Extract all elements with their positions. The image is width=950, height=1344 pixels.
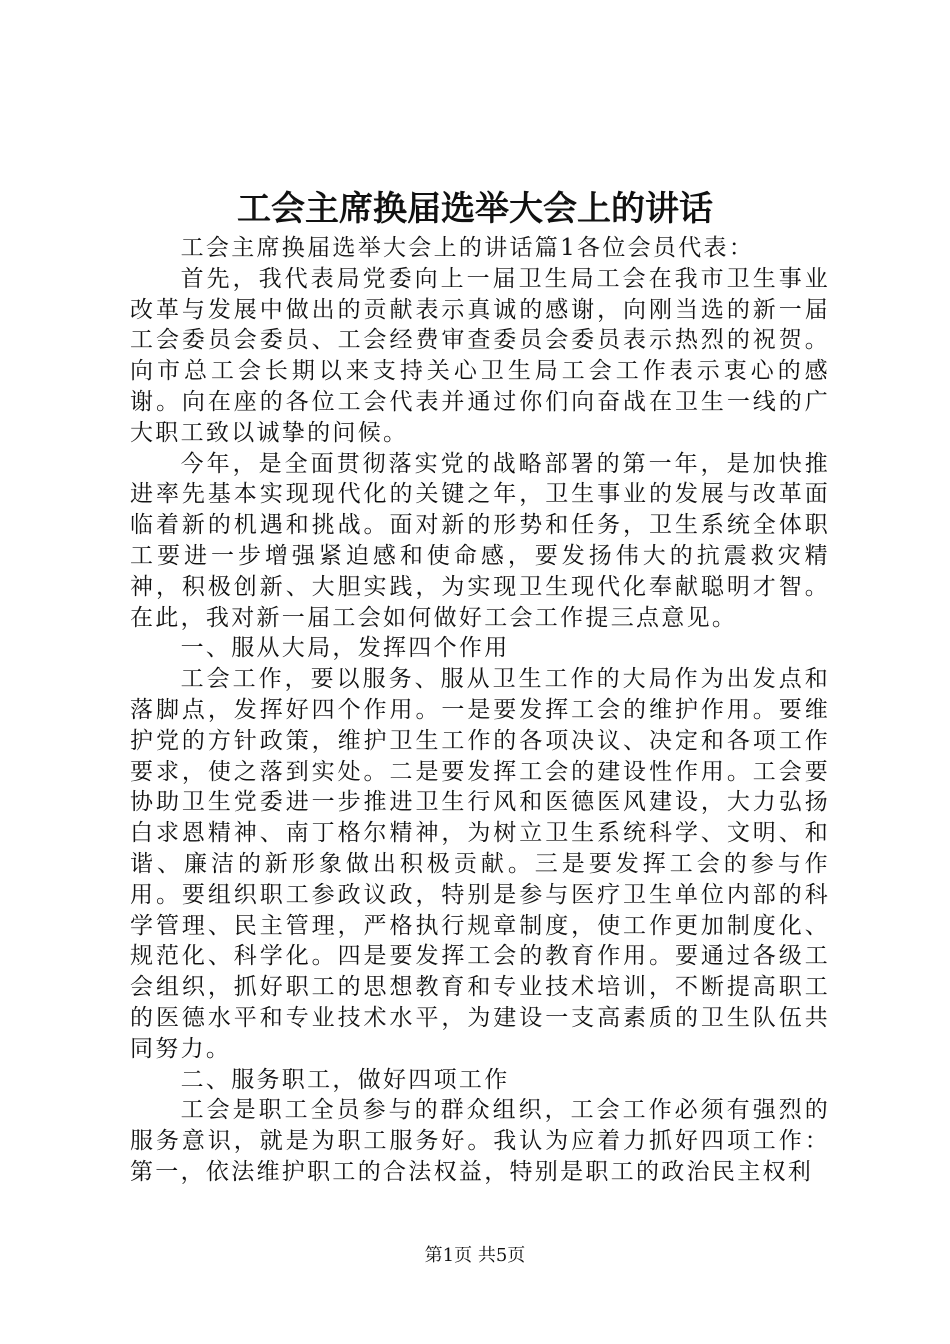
body-paragraph: 首先，我代表局党委向上一届卫生局工会在我市卫生事业改革与发展中做出的贡献表示真诚的感谢，向刚当选的新一届工会委员会委员、工会经费审查委员会委员表示热烈的祝贺。向市总工会长期以来支持关心卫生局工会工作表示衷心的感谢。向在座的各位工会代表并通过你们向奋战在卫生一线的广大职工致以诚挚的问候。 (130, 265, 830, 446)
body-paragraph: 工会主席换届选举大会上的讲话篇1各位会员代表： (180, 235, 755, 261)
section-heading: 一、服从大局，发挥四个作用 (180, 635, 510, 662)
section-heading: 二、服务职工，做好四项工作 (180, 1066, 510, 1093)
body-paragraph: 今年，是全面贯彻落实党的战略部署的第一年，是加快推进率先基本实现现代化的关键之年，卫生事业的发展与改革面临着新的机遇和挑战。面对新的形势和任务，卫生系统全体职工要进一步增强紧迫感和使命感，要发扬伟大的抗震救灾精神，积极创新、大胆实践，为实现卫生现代化奉献聪明才智。在此，我对新一届工会如何做好工会工作提三点意见。 (130, 450, 830, 631)
document-title: 工会主席换届选举大会上的讲话 (237, 189, 713, 229)
body-paragraph: 工会工作，要以服务、服从卫生工作的大局作为出发点和落脚点，发挥好四个作用。一是要发挥工会的维护作用。要维护党的方针政策，维护卫生工作的各项决议、决定和各项工作要求，使之落到实处。二是要发挥工会的建设性作用。工会要协助卫生党委进一步推进卫生行风和医德医风建设，大力弘扬白求恩精神、南丁格尔精神，为树立卫生系统科学、文明、和谐、廉洁的新形象做出积极贡献。三是要发挥工会的参与作用。要组织职工参政议政，特别是参与医疗卫生单位内部的科学管理、民主管理，严格执行规章制度，使工作更加制度化、规范化、科学化。四是要发挥工会的教育作用。要通过各级工会组织，抓好职工的思想教育和专业技术培训，不断提高职工的医德水平和专业技术水平，为建设一支高素质的卫生队伍共同努力。 (130, 666, 830, 1062)
body-paragraph: 工会是职工全员参与的群众组织，工会工作必须有强烈的服务意识，就是为职工服务好。我认为应着力抓好四项工作：第一，依法维护职工的合法权益，特别是职工的政治民主权利 (130, 1097, 830, 1185)
page-number-footer: 第1页 共5页 (424, 1245, 526, 1266)
document-body (130, 233, 830, 1188)
